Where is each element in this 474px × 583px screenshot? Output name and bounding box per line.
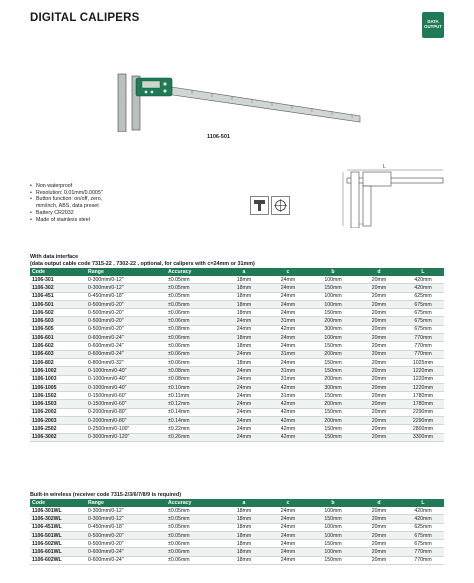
table-cell: 24mm <box>222 350 266 358</box>
table-cell: 24mm <box>222 383 266 391</box>
table-cell: 20mm <box>356 383 402 391</box>
table-cell: 24mm <box>266 276 310 284</box>
table-cell: 150mm <box>310 556 356 564</box>
table-cell: 42mm <box>266 425 310 433</box>
table-cell: ±0.08mm <box>166 367 222 375</box>
table-cell: 0-600mm/0-24" <box>86 334 166 342</box>
table-cell: 0-1000mm/0-40" <box>86 367 166 375</box>
table-row <box>30 383 444 391</box>
table-cell: ±0.06mm <box>166 548 222 556</box>
table-cell: 24mm <box>266 548 310 556</box>
table-cell: 770mm <box>402 548 444 556</box>
table-cell: 20mm <box>356 556 402 564</box>
table-cell: 20mm <box>356 523 402 531</box>
table-row <box>30 400 444 408</box>
table-cell: 24mm <box>222 433 266 441</box>
table-cell: 150mm <box>310 309 356 317</box>
table-cell: ±0.06mm <box>166 317 222 325</box>
table-cell: 0-300mm/0-12" <box>86 515 166 523</box>
table-cell: ±0.06mm <box>166 309 222 317</box>
table-cell: 18mm <box>222 358 266 366</box>
table-cell: 420mm <box>402 515 444 523</box>
table-row <box>30 392 444 400</box>
table-cell: 42mm <box>266 400 310 408</box>
cell-code: 1106-1502 <box>30 392 86 400</box>
table-cell: 0-600mm/0-24" <box>86 350 166 358</box>
table-cell: 0-450mm/0-18" <box>86 292 166 300</box>
table-cell: 1220mm <box>402 375 444 383</box>
table-cell: 20mm <box>356 425 402 433</box>
column-header-a: a <box>222 499 266 507</box>
table-cell: 31mm <box>266 375 310 383</box>
table-cell: ±0.08mm <box>166 325 222 333</box>
table-row <box>30 334 444 342</box>
table-cell: ±0.14mm <box>166 417 222 425</box>
table-cell: 18mm <box>222 531 266 539</box>
table-cell: 20mm <box>356 300 402 308</box>
feature-list <box>30 183 103 223</box>
table-cell: 20mm <box>356 276 402 284</box>
cell-code: 1106-501 <box>30 300 86 308</box>
table-cell: 1780mm <box>402 400 444 408</box>
table-cell: ±0.06mm <box>166 556 222 564</box>
table-cell: 420mm <box>402 276 444 284</box>
page-title: DIGITAL CALIPERS <box>30 12 140 24</box>
column-header-d: d <box>356 268 402 276</box>
table-cell: ±0.05mm <box>166 507 222 515</box>
column-header-code: Code <box>30 499 86 507</box>
table-cell: 675mm <box>402 531 444 539</box>
table-cell: 24mm <box>266 556 310 564</box>
column-header-a: a <box>222 268 266 276</box>
table-cell: 31mm <box>266 317 310 325</box>
table-row <box>30 367 444 375</box>
table-row <box>30 284 444 292</box>
table-cell: 24mm <box>266 342 310 350</box>
table-cell: 20mm <box>356 515 402 523</box>
cell-code: 1106-1503 <box>30 400 86 408</box>
dimension-label-l: L <box>383 164 386 170</box>
table-cell: 42mm <box>266 408 310 416</box>
table-cell: 42mm <box>266 433 310 441</box>
section-heading-data-interface <box>30 254 255 267</box>
table-cell: ±0.10mm <box>166 383 222 391</box>
table-cell: 20mm <box>356 507 402 515</box>
table-cell: 1780mm <box>402 392 444 400</box>
table-cell: 18mm <box>222 507 266 515</box>
table-row <box>30 358 444 366</box>
table-cell: 150mm <box>310 358 356 366</box>
section-heading-wireless <box>30 492 181 499</box>
table-cell: 100mm <box>310 523 356 531</box>
table-cell: 0-450mm/0-18" <box>86 523 166 531</box>
table-cell: 200mm <box>310 375 356 383</box>
table-cell: 675mm <box>402 300 444 308</box>
table-row <box>30 531 444 539</box>
table-cell: 18mm <box>222 276 266 284</box>
column-header-c: c <box>266 268 310 276</box>
table-cell: 18mm <box>222 334 266 342</box>
table-cell: ±0.06mm <box>166 334 222 342</box>
table-cell: 24mm <box>266 334 310 342</box>
table-row <box>30 325 444 333</box>
table-cell: 675mm <box>402 325 444 333</box>
table-cell: 20mm <box>356 325 402 333</box>
feature-item: • Non waterproof <box>30 183 103 190</box>
table-row <box>30 433 444 441</box>
cell-code: 1106-802 <box>30 358 86 366</box>
table-cell: 18mm <box>222 548 266 556</box>
feature-item: • Battery CR2032 <box>30 210 103 217</box>
table-cell: 18mm <box>222 284 266 292</box>
table-cell: ±0.06mm <box>166 350 222 358</box>
cell-code: 1106-451WL <box>30 523 86 531</box>
table-cell: 100mm <box>310 276 356 284</box>
table-cell: 24mm <box>222 317 266 325</box>
table-cell: ±0.05mm <box>166 523 222 531</box>
table-row <box>30 350 444 358</box>
table-cell: 2290mm <box>402 408 444 416</box>
table-cell: 24mm <box>222 400 266 408</box>
cell-code: 1106-1005 <box>30 383 86 391</box>
table-cell: 42mm <box>266 325 310 333</box>
table-cell: 0-800mm/0-32" <box>86 358 166 366</box>
table-cell: 24mm <box>222 392 266 400</box>
feature-item: • Resolution: 0.01mm/0.0005" <box>30 190 103 197</box>
table-cell: 625mm <box>402 292 444 300</box>
table-row <box>30 342 444 350</box>
feature-item: • Made of stainless steel <box>30 217 103 224</box>
table-cell: ±0.22mm <box>166 425 222 433</box>
table-cell: 0-300mm/0-12" <box>86 276 166 284</box>
table-cell: 20mm <box>356 284 402 292</box>
table-cell: 24mm <box>222 375 266 383</box>
column-header-range: Range <box>86 268 166 276</box>
table-cell: 24mm <box>266 292 310 300</box>
table-cell: 420mm <box>402 507 444 515</box>
cell-code: 1106-301 <box>30 276 86 284</box>
table-cell: 24mm <box>266 507 310 515</box>
table-row <box>30 425 444 433</box>
table-cell: 42mm <box>266 383 310 391</box>
table-cell: 150mm <box>310 392 356 400</box>
feature-item: mm/inch, ABS, data preset <box>36 203 99 210</box>
table-cell: 18mm <box>222 540 266 548</box>
table-cell: 20mm <box>356 358 402 366</box>
table-cell: 31mm <box>266 350 310 358</box>
cell-code: 1106-2502 <box>30 425 86 433</box>
table-row <box>30 408 444 416</box>
table-cell: 18mm <box>222 342 266 350</box>
table-row <box>30 292 444 300</box>
table-cell: 100mm <box>310 531 356 539</box>
table-cell: 2290mm <box>402 417 444 425</box>
table-row <box>30 515 444 523</box>
cell-code: 1106-505 <box>30 325 86 333</box>
table-cell: 0-600mm/0-24" <box>86 556 166 564</box>
table-cell: ±0.08mm <box>166 375 222 383</box>
cell-code: 1106-602WL <box>30 556 86 564</box>
column-header-c: c <box>266 499 310 507</box>
table-cell: 0-2000mm/0-80" <box>86 408 166 416</box>
table-cell: 0-600mm/0-24" <box>86 342 166 350</box>
measuring-function-icons <box>250 196 290 216</box>
table-cell: 31mm <box>266 367 310 375</box>
cell-code: 1106-502WL <box>30 540 86 548</box>
table-cell: 0-500mm/0-20" <box>86 325 166 333</box>
table-cell: 100mm <box>310 292 356 300</box>
table-cell: ±0.06mm <box>166 358 222 366</box>
table-row <box>30 507 444 515</box>
table-cell: 20mm <box>356 350 402 358</box>
feature-item: • Button function: on/off, zero, <box>30 196 103 203</box>
cell-code: 1106-302 <box>30 284 86 292</box>
table-cell: 1025mm <box>402 358 444 366</box>
table-cell: 20mm <box>356 309 402 317</box>
table-cell: 770mm <box>402 334 444 342</box>
table-cell: 150mm <box>310 284 356 292</box>
model-label: 1106-501 <box>207 134 230 140</box>
table-cell: ±0.05mm <box>166 284 222 292</box>
table-cell: 18mm <box>222 300 266 308</box>
cell-code: 1106-1003 <box>30 375 86 383</box>
table-cell: 1220mm <box>402 367 444 375</box>
table-cell: 770mm <box>402 342 444 350</box>
table-cell: 0-2000mm/0-80" <box>86 417 166 425</box>
table-cell: 20mm <box>356 317 402 325</box>
table-cell: 0-1500mm/0-60" <box>86 400 166 408</box>
table-cell: 24mm <box>266 540 310 548</box>
table-cell: 31mm <box>266 392 310 400</box>
table-cell: 20mm <box>356 367 402 375</box>
table-cell: 18mm <box>222 515 266 523</box>
table-cell: 200mm <box>310 400 356 408</box>
table-cell: 1220mm <box>402 383 444 391</box>
table-cell: 150mm <box>310 515 356 523</box>
cell-code: 1106-451 <box>30 292 86 300</box>
column-header-b: b <box>310 268 356 276</box>
table-cell: 18mm <box>222 309 266 317</box>
table-cell: 625mm <box>402 523 444 531</box>
table-cell: ±0.06mm <box>166 342 222 350</box>
badge-line-1: DATA <box>427 19 439 24</box>
table-cell: ±0.05mm <box>166 531 222 539</box>
table-cell: 150mm <box>310 433 356 441</box>
table-row <box>30 540 444 548</box>
cell-code: 1106-302WL <box>30 515 86 523</box>
cell-code: 1106-3002 <box>30 433 86 441</box>
table-cell: 20mm <box>356 417 402 425</box>
table-cell: 675mm <box>402 540 444 548</box>
table-cell: 420mm <box>402 284 444 292</box>
table-cell: 0-500mm/0-20" <box>86 309 166 317</box>
table-cell: 675mm <box>402 317 444 325</box>
table-cell: 20mm <box>356 531 402 539</box>
table-cell: 100mm <box>310 507 356 515</box>
table-cell: 24mm <box>266 309 310 317</box>
table-cell: 0-1000mm/0-40" <box>86 375 166 383</box>
table-cell: 18mm <box>222 292 266 300</box>
table-cell: 0-500mm/0-20" <box>86 540 166 548</box>
table-cell: 770mm <box>402 556 444 564</box>
table-cell: 770mm <box>402 350 444 358</box>
table-cell: 24mm <box>266 523 310 531</box>
table-row <box>30 556 444 564</box>
table-row <box>30 276 444 284</box>
spec-table-data-interface <box>30 268 444 442</box>
column-header-accuracy: Accuracy <box>166 499 222 507</box>
table-row <box>30 417 444 425</box>
table-cell: ±0.05mm <box>166 300 222 308</box>
table-cell: 20mm <box>356 548 402 556</box>
table-cell: 24mm <box>266 358 310 366</box>
table-cell: 150mm <box>310 367 356 375</box>
table-cell: 20mm <box>356 342 402 350</box>
table-cell: 24mm <box>222 417 266 425</box>
table-cell: 300mm <box>310 383 356 391</box>
section-note: (data output cable code 7315-22 , 7302-22 , optional, for calipers with c=24mm or 31mm) <box>30 260 255 267</box>
cell-code: 1106-502 <box>30 309 86 317</box>
table-cell: 0-300mm/0-12" <box>86 284 166 292</box>
table-cell: 24mm <box>266 284 310 292</box>
table-row <box>30 309 444 317</box>
badge-line-2: OUTPUT <box>424 24 442 29</box>
cell-code: 1106-501WL <box>30 531 86 539</box>
column-header-d: d <box>356 499 402 507</box>
table-cell: 0-3000mm/0-120" <box>86 433 166 441</box>
table-cell: 200mm <box>310 317 356 325</box>
column-header-b: b <box>310 499 356 507</box>
table-cell: ±0.05mm <box>166 515 222 523</box>
table-cell: 0-600mm/0-24" <box>86 548 166 556</box>
cell-code: 1106-2003 <box>30 417 86 425</box>
table-cell: ±0.06mm <box>166 540 222 548</box>
table-cell: 42mm <box>266 417 310 425</box>
table-cell: 300mm <box>310 325 356 333</box>
column-header-accuracy: Accuracy <box>166 268 222 276</box>
table-row <box>30 523 444 531</box>
cell-code: 1106-601WL <box>30 548 86 556</box>
table-cell: 0-500mm/0-20" <box>86 300 166 308</box>
table-cell: ±0.05mm <box>166 292 222 300</box>
table-cell: 0-500mm/0-20" <box>86 317 166 325</box>
table-cell: ±0.05mm <box>166 276 222 284</box>
section-title: With data interface <box>30 254 79 260</box>
table-cell: 0-500mm/0-20" <box>86 531 166 539</box>
table-cell: 100mm <box>310 300 356 308</box>
cell-code: 1106-2002 <box>30 408 86 416</box>
cell-code: 1106-601 <box>30 334 86 342</box>
table-cell: 20mm <box>356 334 402 342</box>
table-row <box>30 300 444 308</box>
table-cell: 24mm <box>222 425 266 433</box>
table-cell: 20mm <box>356 540 402 548</box>
table-cell: 675mm <box>402 309 444 317</box>
table-cell: 18mm <box>222 523 266 531</box>
cell-code: 1106-301WL <box>30 507 86 515</box>
table-cell: 20mm <box>356 375 402 383</box>
table-cell: 20mm <box>356 433 402 441</box>
table-cell: 24mm <box>266 531 310 539</box>
cell-code: 1106-603 <box>30 350 86 358</box>
table-cell: 0-1000mm/0-40" <box>86 383 166 391</box>
table-cell: 20mm <box>356 408 402 416</box>
table-cell: 20mm <box>356 392 402 400</box>
table-cell: 100mm <box>310 548 356 556</box>
cell-code: 1106-503 <box>30 317 86 325</box>
table-cell: 24mm <box>222 325 266 333</box>
dimension-diagram <box>245 160 445 228</box>
spec-table-wireless <box>30 499 444 565</box>
table-cell: 20mm <box>356 292 402 300</box>
section-title: Built-in wireless (receiver code 7315-2/3/6/7/8/9 is required) <box>30 492 182 498</box>
table-cell: 150mm <box>310 425 356 433</box>
column-header-code: Code <box>30 268 86 276</box>
column-header-range: Range <box>86 499 166 507</box>
table-cell: ±0.26mm <box>166 433 222 441</box>
table-cell: 150mm <box>310 408 356 416</box>
table-cell: ±0.14mm <box>166 408 222 416</box>
table-cell: 2800mm <box>402 425 444 433</box>
table-cell: 0-300mm/0-12" <box>86 507 166 515</box>
table-cell: 24mm <box>266 515 310 523</box>
table-cell: 0-1500mm/0-60" <box>86 392 166 400</box>
table-cell: ±0.11mm <box>166 392 222 400</box>
table-cell: 0-2500mm/0-100" <box>86 425 166 433</box>
table-cell: 24mm <box>222 408 266 416</box>
cell-code: 1106-1002 <box>30 367 86 375</box>
table-cell: 150mm <box>310 342 356 350</box>
table-cell: 3300mm <box>402 433 444 441</box>
table-row <box>30 375 444 383</box>
table-cell: 200mm <box>310 350 356 358</box>
table-cell: 150mm <box>310 540 356 548</box>
table-cell: ±0.12mm <box>166 400 222 408</box>
table-cell: 20mm <box>356 400 402 408</box>
table-cell: 18mm <box>222 556 266 564</box>
table-cell: 200mm <box>310 417 356 425</box>
table-cell: 24mm <box>222 367 266 375</box>
table-row <box>30 548 444 556</box>
table-row <box>30 317 444 325</box>
cell-code: 1106-602 <box>30 342 86 350</box>
column-header-l: L <box>402 268 444 276</box>
data-output-badge <box>422 12 444 38</box>
column-header-l: L <box>402 499 444 507</box>
table-cell: 100mm <box>310 334 356 342</box>
table-cell: 24mm <box>266 300 310 308</box>
caliper-illustration <box>112 70 362 132</box>
